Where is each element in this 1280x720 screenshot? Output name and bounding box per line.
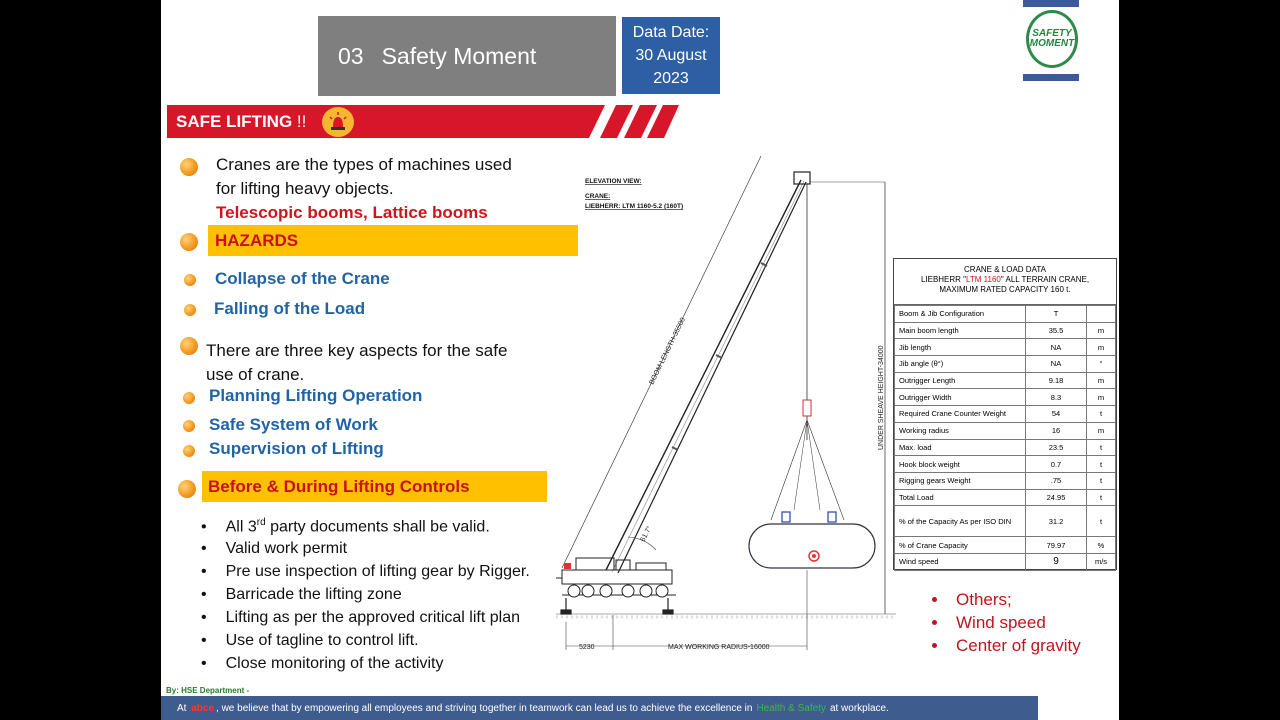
table-row <box>895 506 1116 537</box>
table-row <box>895 489 1116 506</box>
control-item: • Close monitoring of the activity <box>201 655 444 672</box>
table-title: CRANE & LOAD DATA <box>964 265 1046 274</box>
control-item: • Barricade the lifting zone <box>201 586 402 603</box>
others-item: Wind speed <box>956 613 1046 632</box>
orange-bullet-icon <box>178 480 196 498</box>
safety-moment-logo <box>1023 0 1081 82</box>
boom-tip <box>794 172 810 184</box>
orange-bullet-icon <box>180 233 198 251</box>
boom-line <box>612 181 804 572</box>
sling <box>771 420 807 520</box>
slide <box>161 0 1119 720</box>
date-label: Data Date: <box>632 24 710 41</box>
red-bullet-icon <box>932 597 937 602</box>
slide-number: 03 <box>338 42 364 69</box>
table-cell-label: % of Crane Capacity <box>895 537 1026 554</box>
orange-bullet-icon <box>184 304 196 316</box>
orange-bullet-icon <box>180 337 198 355</box>
date-year: 2023 <box>653 70 689 87</box>
table-cell-label: Rigging gears Weight <box>895 472 1026 489</box>
view-label: ELEVATION VIEW: <box>585 178 642 185</box>
logo-bottom-bar <box>1023 74 1079 81</box>
table-cell-value: T <box>1026 306 1087 323</box>
sheave-height-label: UNDER SHEAVE HEIGHT-34000 <box>878 345 885 450</box>
table-cell-value: 54 <box>1026 406 1087 423</box>
outriggers <box>561 598 673 614</box>
load-vessel <box>749 524 875 568</box>
hazards-heading: HAZARDS <box>215 231 299 250</box>
table-cell-label: Working radius <box>895 422 1026 439</box>
logo-text-1: SAFETY <box>1032 28 1072 39</box>
aspect-item: Planning Lifting Operation <box>209 386 423 405</box>
slide-title: Safety Moment <box>381 42 537 69</box>
footer-banner: At abce , we believe that by empowering all employees and striving together in teamwork can lead us to achieve the excellence in Health & Safety at workplace. <box>161 696 1038 720</box>
table-cell-label: Main boom length <box>895 322 1026 339</box>
table-cell-value: 24.95 <box>1026 489 1087 506</box>
sling <box>807 420 844 520</box>
crane-label: CRANE: <box>585 193 611 200</box>
table-cell-label: Wind speed <box>895 553 1026 570</box>
orange-bullet-icon <box>183 420 195 432</box>
table-cell-label: Hook block weight <box>895 456 1026 473</box>
table-cell-unit: % <box>1087 537 1116 554</box>
department-credit: By: HSE Department - <box>166 686 250 695</box>
table-cell-value: 31.2 <box>1026 506 1087 537</box>
table-cell-value: .75 <box>1026 472 1087 489</box>
angle-label: 61.7° <box>639 525 654 543</box>
table-row <box>895 472 1116 489</box>
aspect-item: Safe System of Work <box>209 415 378 434</box>
table-cell-label: Outrigger Length <box>895 372 1026 389</box>
control-item: • Use of tagline to control lift. <box>201 632 419 649</box>
crane-elevation-drawing <box>556 150 896 660</box>
lifting-lug <box>828 512 836 522</box>
orange-bullet-icon <box>183 445 195 457</box>
table-cell-unit <box>1087 306 1116 323</box>
table-cell-value: 23.5 <box>1026 439 1087 456</box>
control-item: • All 3rd party documents shall be valid. <box>201 517 490 536</box>
table-cell-value: NA <box>1026 356 1087 373</box>
table-cell-value: 0.7 <box>1026 456 1087 473</box>
table-cell-unit: t <box>1087 506 1116 537</box>
table-capacity: MAXIMUM RATED CAPACITY 160 t. <box>939 285 1071 294</box>
table-cell-label: Boom & Jib Configuration <box>895 306 1026 323</box>
table-cell-value: 35.5 <box>1026 322 1087 339</box>
boom-length-label: BOOM LENGTH-35500 <box>648 316 688 386</box>
radius-dim-label: MAX WORKING RADIUS-16000 <box>668 644 770 651</box>
table-cell-unit: m <box>1087 389 1116 406</box>
control-item: • Valid work permit <box>201 540 348 557</box>
boom-line <box>618 182 806 573</box>
table-cell-label: Total Load <box>895 489 1026 506</box>
crane-model: LIEBHERR: LTM 1160-5.2 (160T) <box>585 203 684 210</box>
table-row <box>895 422 1116 439</box>
table-cell-unit: t <box>1087 439 1116 456</box>
table-cell-label: Jib angle (θ°) <box>895 356 1026 373</box>
table-row <box>895 322 1116 339</box>
aspect-item: Supervision of Lifting <box>209 439 384 458</box>
table-cell-label: Jib length <box>895 339 1026 356</box>
table-row <box>895 306 1116 323</box>
drawing-labels <box>585 178 683 210</box>
table-row <box>895 456 1116 473</box>
table-header <box>894 259 1116 305</box>
intro-line-1: Cranes are the types of machines used <box>216 155 512 174</box>
table-row <box>895 553 1116 570</box>
date-day-month: 30 August <box>635 47 707 64</box>
red-bullet-icon <box>932 643 937 648</box>
table-cell-unit: t <box>1087 406 1116 423</box>
crane-types: Telescopic booms, Lattice booms <box>216 203 488 222</box>
table-row <box>895 339 1116 356</box>
table-row <box>895 372 1116 389</box>
aspects-line-1: There are three key aspects for the safe <box>206 341 508 360</box>
table-cell-label: % of the Capacity As per ISO DIN <box>895 506 1026 537</box>
table-cell-value: 16 <box>1026 422 1087 439</box>
table-row <box>895 439 1116 456</box>
table-cell-label: Required Crane Counter Weight <box>895 406 1026 423</box>
others-item: Center of gravity <box>956 636 1081 655</box>
data-date-box <box>622 17 720 94</box>
orange-bullet-icon <box>183 392 195 404</box>
others-item: Others; <box>956 590 1012 609</box>
warning-light-icon <box>322 107 354 137</box>
table-cell-label: Max. load <box>895 439 1026 456</box>
controls-heading: Before & During Lifting Controls <box>208 477 470 496</box>
logo-text-2: MOMENT <box>1029 38 1075 49</box>
orange-bullet-icon <box>180 158 198 176</box>
table-cell-unit: m/s <box>1087 553 1116 570</box>
table-cell-value: 9.18 <box>1026 372 1087 389</box>
logo-circle <box>1026 10 1078 68</box>
table-row <box>895 406 1116 423</box>
table-cell-unit: t <box>1087 472 1116 489</box>
hook-block <box>803 400 811 416</box>
table-cell-unit: m <box>1087 422 1116 439</box>
outrigger-dim-label: 5230 <box>579 644 595 651</box>
boom-sections <box>672 263 767 450</box>
logo-top-bar <box>1023 0 1079 7</box>
boom-line <box>606 180 801 570</box>
control-item: • Lifting as per the approved critical lift plan <box>201 609 520 626</box>
crane-load-data-table <box>893 258 1117 570</box>
table-row <box>895 356 1116 373</box>
table-cell-unit: t <box>1087 489 1116 506</box>
intro-line-2: for lifting heavy objects. <box>216 179 394 198</box>
aspects-line-2: use of crane. <box>206 365 305 384</box>
hazard-item: Collapse of the Crane <box>215 269 390 288</box>
company-brand: abce <box>191 702 215 714</box>
table-cell-unit: m <box>1087 372 1116 389</box>
red-bullet-icon <box>932 620 937 625</box>
hazard-item: Falling of the Load <box>214 299 366 318</box>
table-brand: LIEBHERR "LTM 1160" ALL TERRAIN CRANE, <box>920 275 1090 284</box>
table-cell-value: 79.97 <box>1026 537 1087 554</box>
table-cell-unit: m <box>1087 339 1116 356</box>
table-cell-value: NA <box>1026 339 1087 356</box>
table-cell-label: Outrigger Width <box>895 389 1026 406</box>
table-cell-unit: m <box>1087 322 1116 339</box>
table-cell-value: 8.3 <box>1026 389 1087 406</box>
table-cell-unit: t <box>1087 456 1116 473</box>
orange-bullet-icon <box>184 274 196 286</box>
lifting-lug <box>782 512 790 522</box>
control-item: • Pre use inspection of lifting gear by Rigger. <box>201 563 530 580</box>
slide-title-box <box>318 16 616 96</box>
table-row <box>895 537 1116 554</box>
tail-light <box>564 563 571 569</box>
table-cell-unit: ° <box>1087 356 1116 373</box>
table-cell-value: 9 <box>1026 553 1087 570</box>
table-row <box>895 389 1116 406</box>
crane-data-rows <box>894 305 1116 571</box>
banner-title: SAFE LIFTING !! <box>176 112 307 131</box>
